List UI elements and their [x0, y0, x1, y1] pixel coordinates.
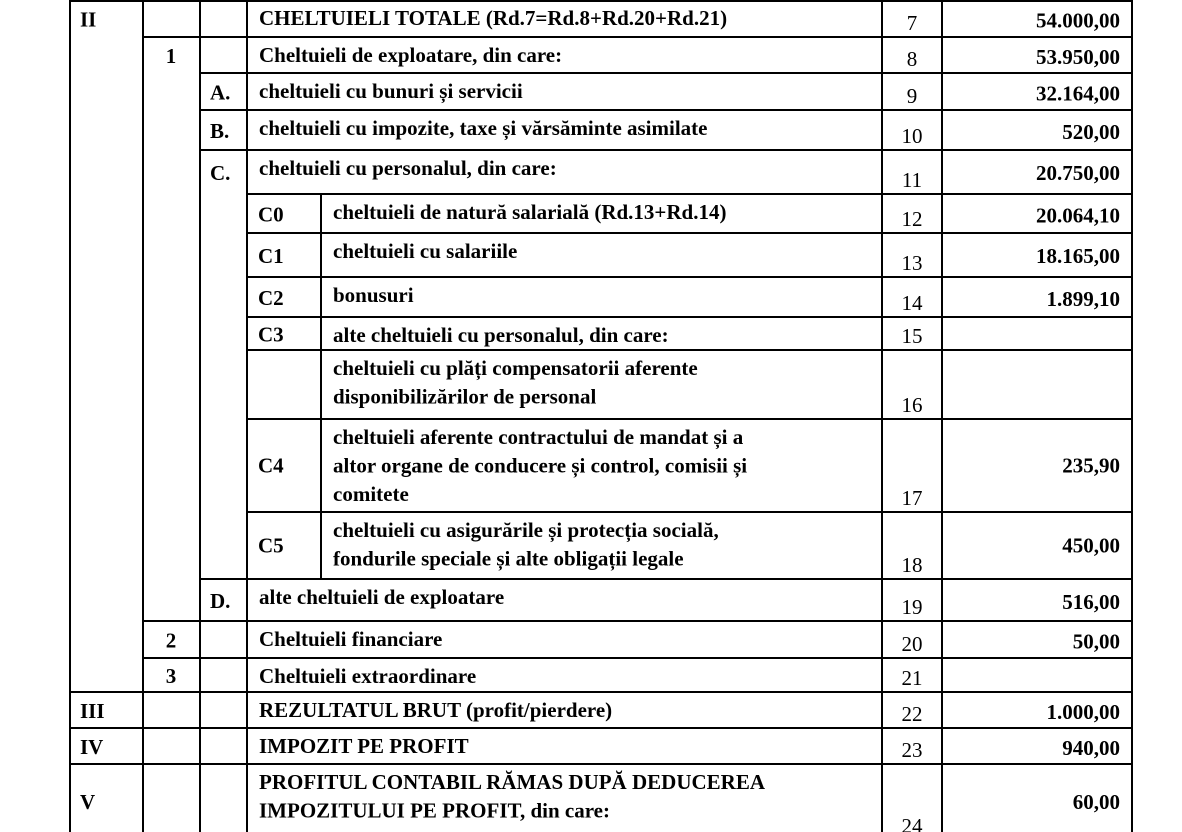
row-roman-code: V	[80, 790, 96, 814]
row-value: 235,90	[1062, 453, 1120, 478]
row-number: 19	[901, 595, 923, 619]
row-description: REZULTATUL BRUT (profit/pierdere)	[259, 698, 613, 722]
row-arabic-code: 2	[165, 628, 177, 653]
row-sub-code: C3	[258, 322, 284, 347]
row-number: 11	[901, 168, 923, 192]
row-description: bonusuri	[333, 283, 414, 307]
row-description: alte cheltuieli de exploatare	[259, 585, 505, 609]
row-value: 520,00	[1062, 120, 1120, 144]
row-description: IMPOZITULUI PE PROFIT, din care:	[259, 798, 610, 823]
row-number: 15	[901, 324, 923, 348]
row-number: 24	[901, 814, 923, 832]
row-description: alte cheltuieli cu personalul, din care:	[333, 323, 669, 347]
row-letter-code: C.	[210, 161, 231, 185]
row-description: comitete	[333, 482, 409, 506]
row-value: 54.000,00	[1036, 8, 1120, 33]
row-value: 450,00	[1062, 533, 1120, 558]
row-number: 10	[901, 124, 923, 148]
row-sub-code: C1	[258, 244, 284, 268]
row-description: fondurile speciale și alte obligații legale	[333, 546, 684, 571]
row-value: 20.750,00	[1036, 161, 1120, 185]
row-number: 20	[901, 632, 923, 656]
row-number: 13	[901, 251, 923, 275]
row-value: 940,00	[1062, 736, 1120, 760]
row-number: 23	[901, 738, 923, 762]
row-description: Cheltuieli de exploatare, din care:	[259, 43, 563, 67]
row-description: cheltuieli cu plăți compensatorii aferente	[333, 356, 698, 380]
row-number: 22	[901, 702, 923, 726]
row-description: Cheltuieli extraordinare	[259, 664, 477, 688]
row-value: 516,00	[1062, 590, 1120, 614]
row-value: 1.000,00	[1046, 700, 1120, 724]
row-value: 60,00	[1072, 790, 1120, 814]
row-number: 8	[906, 47, 918, 71]
row-description: disponibilizărilor de personal	[333, 384, 597, 409]
row-letter-code: B.	[210, 119, 230, 143]
row-number: 17	[901, 486, 923, 510]
row-description: CHELTUIELI TOTALE (Rd.7=Rd.8+Rd.20+Rd.21)	[259, 6, 728, 30]
row-value: 1.899,10	[1046, 287, 1120, 311]
row-description: cheltuieli cu personalul, din care:	[259, 156, 557, 180]
row-value: 50,00	[1072, 629, 1120, 654]
row-roman-code: III	[80, 699, 105, 723]
row-letter-code: A.	[210, 80, 231, 105]
row-number: 12	[901, 207, 923, 231]
row-description: cheltuieli cu asigurările și protecția socială,	[333, 518, 719, 542]
row-description: cheltuieli aferente contractului de mandat și a	[333, 425, 744, 449]
row-value: 32.164,00	[1036, 81, 1120, 106]
row-description: cheltuieli cu salariile	[333, 239, 518, 263]
row-roman-code: II	[80, 7, 97, 32]
row-description: cheltuieli de natură salarială (Rd.13+Rd.14)	[333, 200, 727, 224]
row-number: 21	[901, 666, 923, 690]
row-sub-code: C0	[258, 202, 284, 227]
row-description: Cheltuieli financiare	[259, 627, 443, 651]
row-number: 16	[901, 393, 923, 417]
row-description: altor organe de conducere și control, comisii și	[333, 453, 748, 478]
row-number: 14	[901, 291, 923, 315]
row-number: 9	[906, 84, 918, 108]
row-description: cheltuieli cu impozite, taxe și vărsăminte asimilate	[259, 116, 708, 140]
row-description: PROFITUL CONTABIL RĂMAS DUPĂ DEDUCEREA	[259, 770, 765, 794]
row-letter-code: D.	[210, 589, 231, 613]
row-number: 18	[901, 553, 923, 577]
row-value: 18.165,00	[1036, 244, 1120, 268]
row-arabic-code: 1	[165, 44, 177, 68]
row-description: cheltuieli cu bunuri și servicii	[259, 79, 523, 103]
row-sub-code: C4	[258, 453, 284, 478]
row-value: 20.064,10	[1036, 203, 1120, 228]
row-roman-code: IV	[80, 735, 104, 759]
row-sub-code: C5	[258, 533, 284, 558]
row-number: 7	[906, 11, 918, 35]
row-sub-code: C2	[258, 286, 284, 310]
row-value: 53.950,00	[1036, 45, 1120, 69]
row-arabic-code: 3	[165, 664, 177, 688]
row-description: IMPOZIT PE PROFIT	[259, 734, 469, 758]
